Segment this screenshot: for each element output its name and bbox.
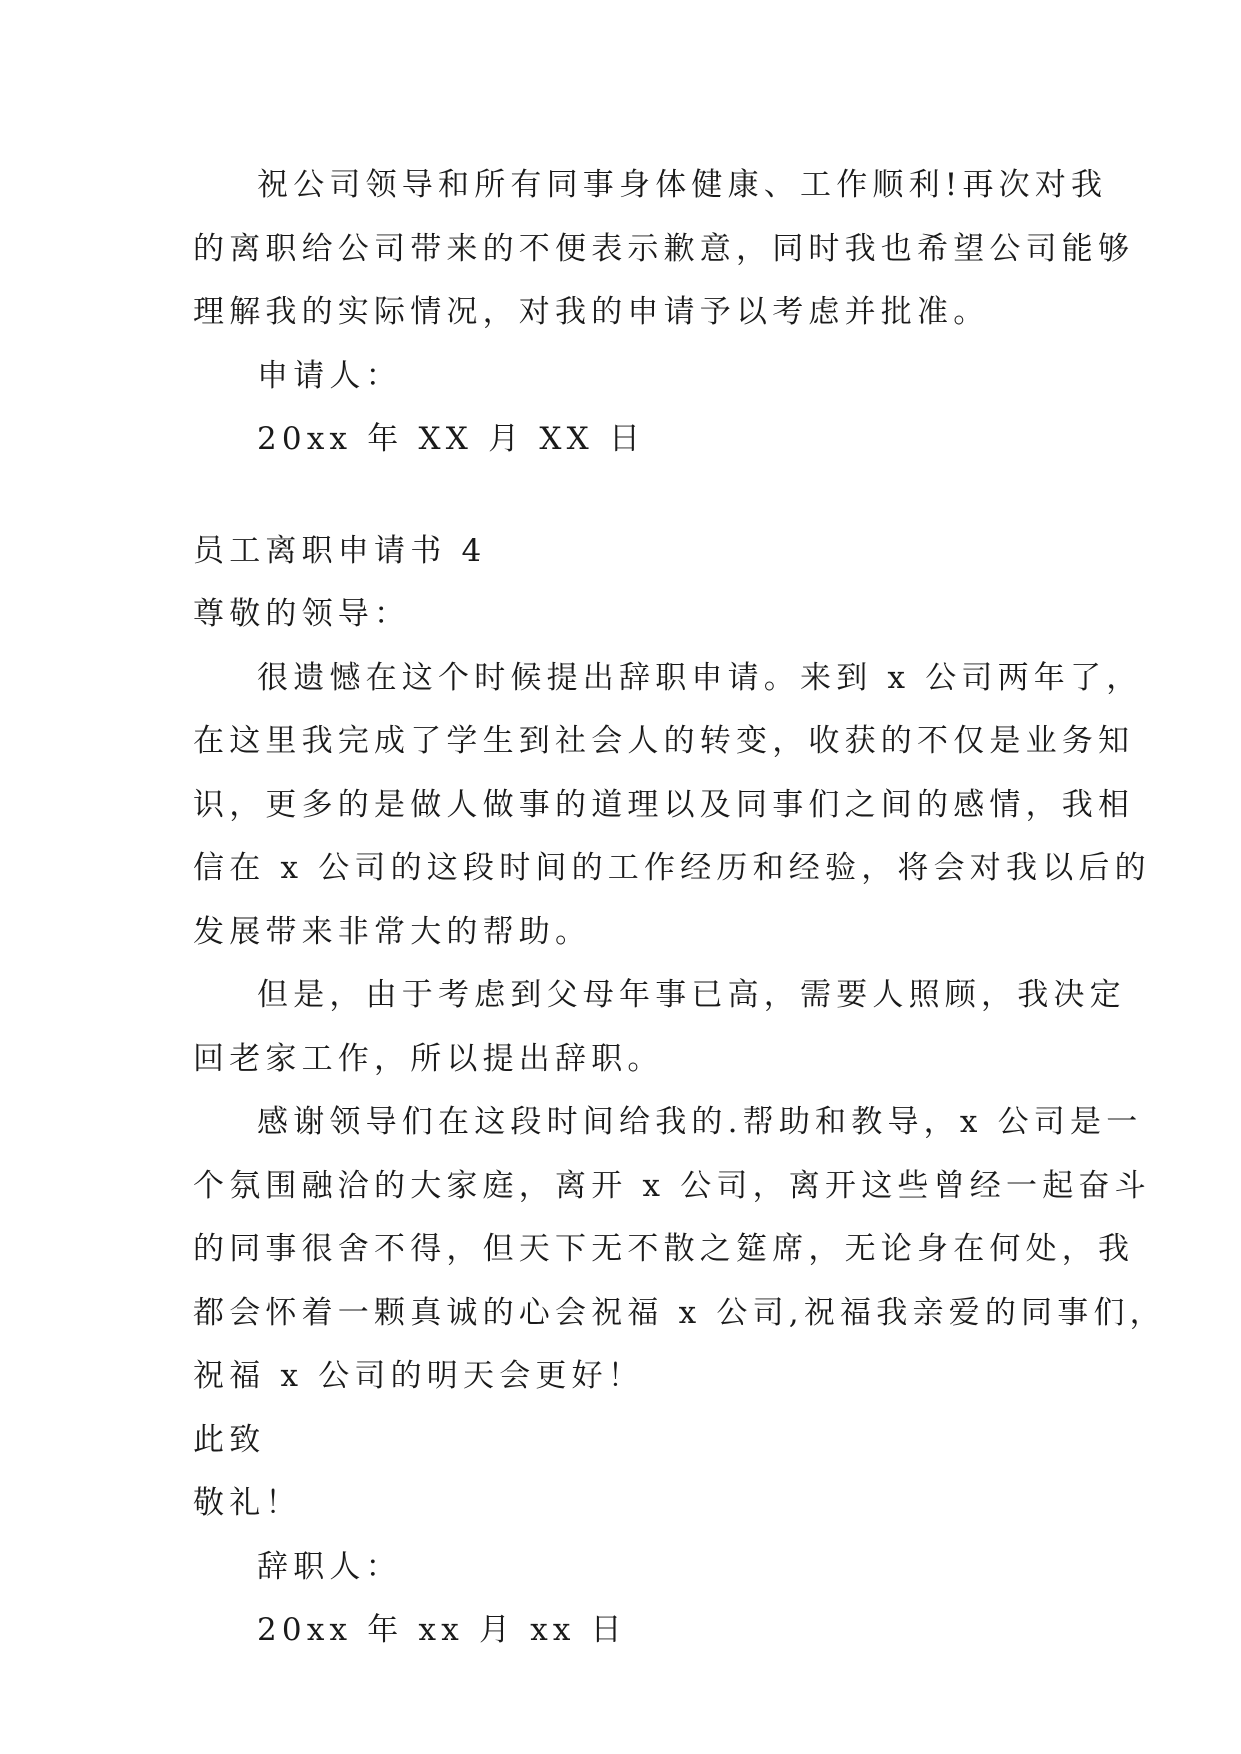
paragraph-line: 理解我的实际情况，对我的申请予以考虑并批准。 — [193, 294, 990, 330]
paragraph-line: 的离职给公司带来的不便表示歉意，同时我也希望公司能够 — [193, 231, 1135, 267]
resigner-label: 辞职人： — [257, 1549, 402, 1585]
paragraph-line: 都会怀着一颗真诚的心会祝福 x 公司,祝福我亲爱的同事们， — [193, 1295, 1166, 1331]
section-title: 员工离职申请书 4 — [193, 533, 487, 569]
closing-line: 敬礼！ — [193, 1485, 302, 1521]
paragraph-line: 个氛围融洽的大家庭，离开 x 公司，离开这些曾经一起奋斗 — [193, 1168, 1151, 1204]
signature-date: 20xx 年 xx 月 xx 日 — [257, 1612, 627, 1648]
closing-line: 此致 — [193, 1422, 266, 1458]
paragraph-line: 识，更多的是做人做事的道理以及同事们之间的感情，我相 — [193, 787, 1135, 823]
paragraph-line: 发展带来非常大的帮助。 — [193, 914, 592, 950]
signature-date: 20xx 年 XX 月 XX 日 — [257, 421, 646, 457]
salutation: 尊敬的领导： — [193, 596, 411, 632]
paragraph-line: 信在 x 公司的这段时间的工作经历和经验，将会对我以后的 — [193, 850, 1151, 886]
paragraph-line: 回老家工作，所以提出辞职。 — [193, 1041, 664, 1077]
paragraph-line: 但是，由于考虑到父母年事已高，需要人照顾，我决定 — [257, 977, 1126, 1013]
paragraph-line: 祝公司领导和所有同事身体健康、工作顺利!再次对我 — [257, 167, 1108, 203]
paragraph-line: 的同事很舍不得，但天下无不散之筵席，无论身在何处，我 — [193, 1231, 1135, 1267]
applicant-label: 申请人： — [257, 358, 402, 394]
paragraph-line: 很遗憾在这个时候提出辞职申请。来到 x 公司两年了， — [257, 660, 1143, 696]
paragraph-line: 祝福 x 公司的明天会更好！ — [193, 1358, 644, 1394]
paragraph-line: 在这里我完成了学生到社会人的转变，收获的不仅是业务知 — [193, 723, 1135, 759]
paragraph-line: 感谢领导们在这段时间给我的.帮助和教导，x 公司是一 — [257, 1104, 1143, 1140]
